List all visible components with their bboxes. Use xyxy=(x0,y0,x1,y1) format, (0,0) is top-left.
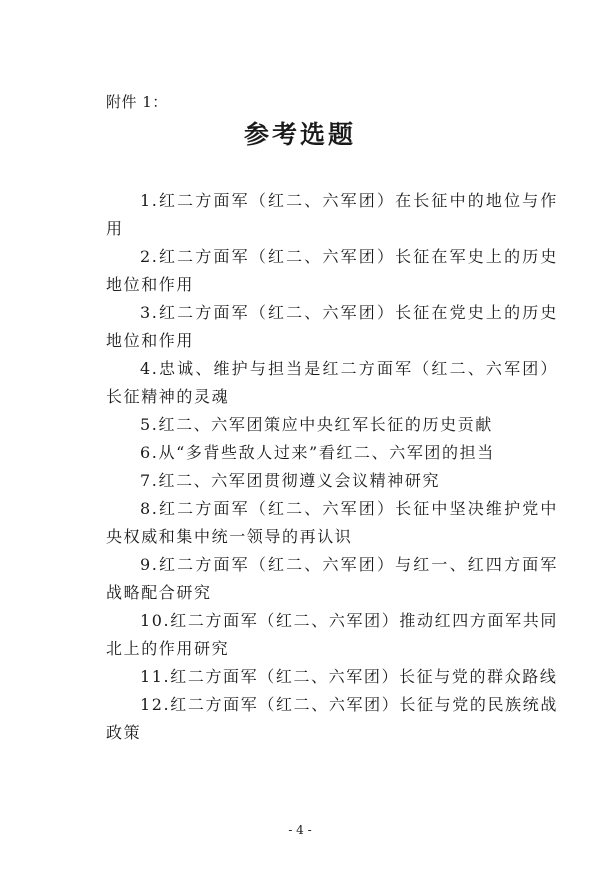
topic-item-8: 8.红二方面军（红二、六军团）长征中坚决维护党中央权威和集中统一领导的再认识 xyxy=(106,499,558,546)
topic-item-3: 3.红二方面军（红二、六军团）长征在党史上的历史地位和作用 xyxy=(106,303,558,350)
page-title: 参考选题 xyxy=(243,120,356,149)
attachment-label: 附件 1： xyxy=(106,93,168,111)
topic-item-9: 9.红二方面军（红二、六军团）与红一、红四方面军战略配合研究 xyxy=(106,555,558,602)
topic-item-1: 1.红二方面军（红二、六军团）在长征中的地位与作用 xyxy=(106,191,558,238)
topic-item-11: 11.红二方面军（红二、六军团）长征与党的群众路线 xyxy=(140,667,558,686)
topic-item-6: 6.从“多背些敌人过来”看红二、六军团的担当 xyxy=(140,443,495,462)
topic-item-10: 10.红二方面军（红二、六军团）推动红四方面军共同北上的作用研究 xyxy=(106,611,558,658)
topic-item-4: 4.忠诚、维护与担当是红二方面军（红二、六军团）长征精神的灵魂 xyxy=(106,359,558,406)
topic-item-7: 7.红二、六军团贯彻遵义会议精神研究 xyxy=(140,471,441,490)
page-number: - 4 - xyxy=(288,823,312,837)
topic-list xyxy=(106,187,558,747)
topic-item-5: 5.红二、六军团策应中央红军长征的历史贡献 xyxy=(140,415,493,434)
topic-item-12: 12.红二方面军（红二、六军团）长征与党的民族统战政策 xyxy=(106,695,558,742)
topic-item-2: 2.红二方面军（红二、六军团）长征在军史上的历史地位和作用 xyxy=(106,247,558,294)
